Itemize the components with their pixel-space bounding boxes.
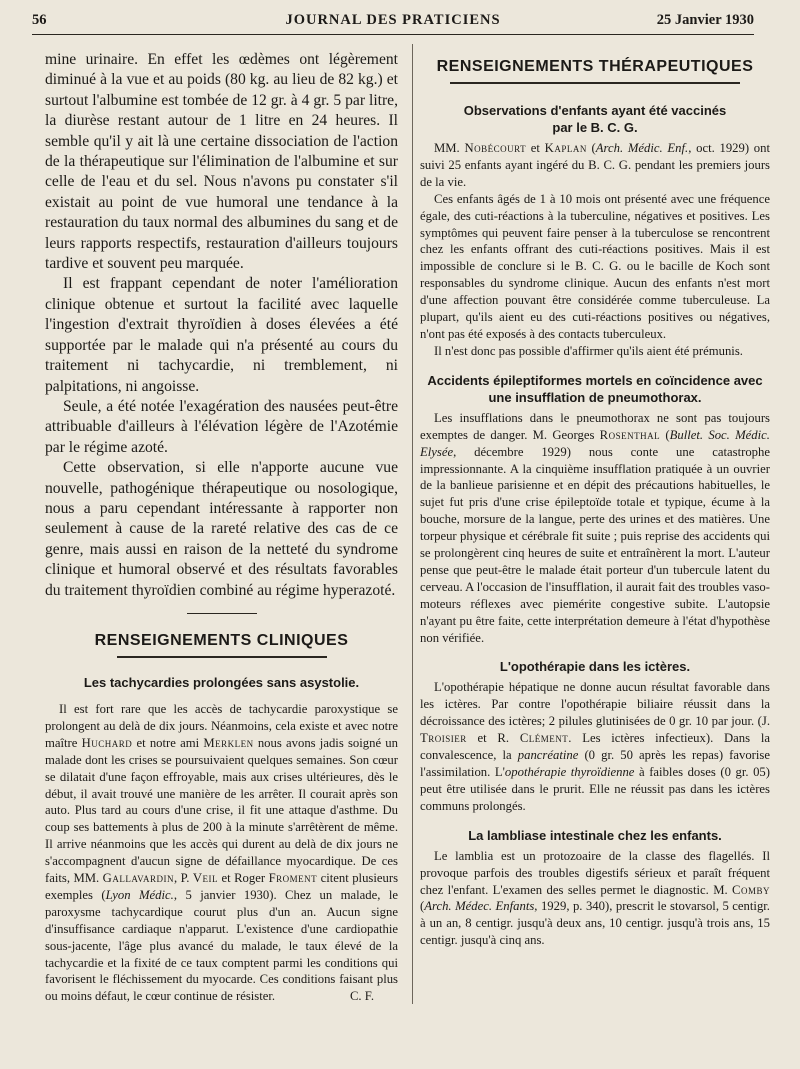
journal-reference: Lyon Médic.	[105, 887, 174, 902]
article-title: Les tachycardies prolongées sans asystolie.	[83, 674, 360, 690]
author-name: Comby	[732, 882, 770, 897]
article-body: Ces enfants âgés de 1 à 10 mois ont présenté avec une fréquence égale, des cuti-réactions à la tuberculine, négatives et positives. Les symptômes qui peuvent faire penser à la tuberculose se rencontrent chez les enfants offrant des cuti-réactions positives. Mais il est impossible de conclure si le B. C. G. ou le bacille de Koch sont responsables du syndrome clinique. Aucun des enfants n'est mort d'une affection pouvant être considérée comme tuberculeuse. La plupart, qu'ils aient eu des cuti-réactions positives ou négatives, n'ont pas été exposés à des contacts tuberculeux.	[420, 191, 770, 341]
separator-rule	[187, 613, 257, 614]
author-name: Clément	[519, 731, 569, 746]
article-body: Il est fort rare que les accès de tachycardie paroxystique se prolongent au delà de dix jours. Néanmoins, cela existe et avec notre maître Huchard et notre ami Merklen nous avons jadis soigné un malade dont les crises se poursuivaient quelques semaines. Son cœur se dilatait d'une façon effroyable, mais aux crises ultérieures, dès le début, il avait trouvé une manière de les arrêter. Il courait après son auto. Plus tard au cours d'une crise, il fit une attaque d'asthme. Du coup ses battements à plus de 200 à la minute s'arrêtèrent de même. Il arrive néanmoins que les accès qui durent au delà de dix jours ne s'accompagnent d'aucun signe de défaillance myocardique. De ces faits, MM. Gallavardin, P. Veil et Roger Froment citent plusieurs exemples (Lyon Médic., 5 janvier 1930). Chez un malade, le paroxysme tachycardique courut plus d'un an. Aucun signe d'insuffisance cardiaque n'apparut. L'existence d'une cardiopathie sous-jacente, l'âge plus avancé du malade, le taux élevé de la tachycardie et la fixité de ce taux comptent parmi les conditions qui favorisent le fléchissement du myocarde. Ces conditions faisant plus ou moins défaut, le cœur continue de résister.	[45, 701, 399, 1004]
left-column	[45, 50, 398, 1005]
author-name: Huchard	[81, 735, 133, 750]
author-name: Kaplan	[544, 141, 587, 155]
journal-reference: Bullet. Soc. Médic. Elysée	[420, 427, 770, 459]
article-body: Les insufflations dans le pneumothorax ne sont pas toujours exemptes de danger. M. Georges Rosenthal (Bullet. Soc. Médic. Elysée, décembre 1929) nous conte une catastrophe impressionnante. A la cinquième insufflation pratiquée à un ouvrier de la banlieue parisienne et en dépit des précautions habituelles, le sujet fut pris d'une crise épileptoïde totale et typique, écume à la bouche, morsure de la langue, perte des urines et des matières. Une torpeur physique et cérébrale fit suite ; puis reprise des accidents qui se prolongèrent cinq heures de suite et entraînèrent la mort. L'auteur pense que peut-être le malade était porteur d'un tubercule latent du cerveau. A l'occasion de l'insufflation, il aurait fait des troubles vaso-moteurs réflexes avec piemérite congestive subite. L'autopsie n'ayant pu être faite, cette interprétation demeure à l'état d'hypothèse non vérifiée.	[420, 410, 770, 645]
author-name: Gallavardin	[102, 871, 174, 886]
article-signature: C. F.	[349, 989, 374, 1004]
case-paragraph: Seule, a été notée l'exagération des nausées peut-être attribuable d'ailleurs à l'élévation légère de l'Azotémie par le régime azoté.	[45, 397, 398, 456]
section-underline	[450, 82, 740, 84]
article-body: Le lamblia est un protozoaire de la classe des flagellés. Il provoque parfois des troubles digestifs sérieux et paraît fréquent chez l'enfant. L'examen des selles permet le diagnostic. M. Comby (Arch. Médec. Enfants, 1929, p. 340), prescrit le stovarsol, 5 centigr. à un an, 8 centigr. jusqu'à deux ans, 10 centigr. jusqu'à trois ans, 15 centigr. jusqu'à cinq ans.	[420, 848, 770, 948]
journal-reference: Arch. Médec. Enfants	[424, 899, 535, 914]
author-name: Veil	[192, 871, 219, 886]
page-number: 56	[32, 12, 47, 28]
article-body: MM. Nobécourt et Kaplan (Arch. Médic. Enf., oct. 1929) ont suivi 25 enfants ayant ingéré du B. C. G. pendant les premiers jours de la vie.	[420, 141, 770, 189]
issue-date: 25 Janvier 1930	[656, 12, 754, 28]
author-name: Froment	[268, 871, 318, 886]
author-name: Rosenthal	[599, 427, 661, 442]
case-paragraph: Cette observation, si elle n'apporte aucune vue nouvelle, pathogénique thérapeutique ou nosologique, nous a paru cependant intéressante à rapporter non seulement à cause de la rareté relative des cas de ce genre, mais aussi en raison de la netteté du syndrome clinique et humoral observé et des résultats favorables du traitement thyroïdien combiné au régime hyperazoté.	[45, 459, 398, 599]
case-paragraph: mine urinaire. En effet les œdèmes ont légèrement diminué à la vue et au poids (80 kg. au lieu de 82 kg.) et surtout l'albumine est tombée de 12 gr. à 4 gr. 5 par litre, la diurèse restant autour de 1 litre en 24 heures. Il semble qu'il y ait là une certaine dissociation de l'action de la thérapeutique sur l'élimination de l'albumine et sur celle de l'eau et du sel. Nous n'avons pu constater s'il existait au point de vue humoral une tendance à la restauration du taux normal des albumines du sang et de leurs rapports respectifs, restauration d'ailleurs toujours tardive et souvent peu marquée.	[45, 51, 398, 273]
author-name: Nobécourt	[464, 141, 527, 155]
article-body: Il n'est donc pas possible d'affirmer qu'ils aient été prémunis.	[434, 343, 743, 358]
author-name: Troisier	[420, 731, 467, 746]
article-title: Accidents épileptiformes mortels en coïncidence avec une insufflation de pneumothorax.	[427, 372, 763, 405]
section-underline	[117, 656, 327, 658]
article-body: L'opothérapie hépatique ne donne aucun résultat favorable dans les ictères. Par contre l'opothérapie biliaire réussit dans la décroissance des ictères; 2 pilules glutinisées de 0 gr. 10 par jour. (J. Troisier et R. Clément. Les ictères infectieux). Dans la convalescence, la pancréatine (0 gr. 50 après les repas) favorise l'assimilation. L'opothérapie thyroïdienne à faibles doses (0 gr. 05) peut être utilisée dans le prurit. Elle ne réussit pas dans les ictères communs prolongés.	[420, 680, 770, 813]
running-header	[32, 10, 754, 35]
journal-title: JOURNAL DES PRATICIENS	[285, 12, 501, 28]
section-title-clinical: RENSEIGNEMENTS CLINIQUES	[94, 631, 349, 649]
author-name: Merklen	[203, 735, 254, 750]
journal-reference: Arch. Médic. Enf.	[595, 141, 689, 155]
article-title: Observations d'enfants ayant été vaccinés par le B. C. G.	[463, 103, 727, 135]
column-divider	[412, 44, 413, 1004]
emphasis: opothérapie thyroïdienne	[504, 765, 635, 779]
case-paragraph: Il est frappant cependant de noter l'amélioration clinique obtenue et surtout la facilité avec laquelle l'ingestion d'extrait thyroïdien à doses élevées a été supportée par le malade qui n'a présenté au cours du traitement ni tachycardie, ni tremblement, ni palpitations, ni angoisse.	[45, 275, 398, 395]
emphasis: pancréatine	[517, 748, 579, 763]
article-title: La lambliase intestinale chez les enfants.	[468, 827, 722, 843]
right-column	[420, 52, 770, 949]
section-title-therapeutic: RENSEIGNEMENTS THÉRAPEUTIQUES	[436, 58, 754, 75]
article-title: L'opothérapie dans les ictères.	[499, 659, 691, 675]
